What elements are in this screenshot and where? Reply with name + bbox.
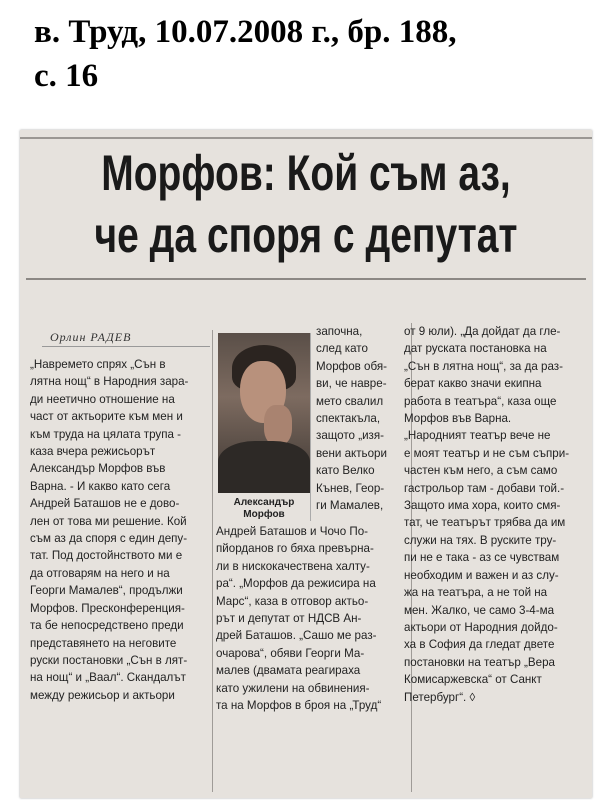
- article-text-line: Кънев, Геор-: [316, 481, 385, 495]
- article-text-line: да отговарям на него и на: [30, 566, 170, 580]
- article-text-line: като Велко: [316, 464, 375, 478]
- article-text-line: жа на театъра, а не той на: [404, 586, 548, 600]
- article-text-line: берат какво значи екипна: [404, 377, 542, 391]
- article-text-line: Морфов във Варна.: [404, 412, 512, 426]
- article-text-line: та бе непосредствено преди: [30, 619, 184, 633]
- article-text-line: на нощ“ и „Ваал“. Скандалът: [30, 671, 186, 685]
- article-text-line: е моят театър и не съм съпри-: [404, 446, 570, 460]
- article-text-line: започна,: [316, 325, 363, 338]
- article-text-line: ги Мамалев,: [316, 499, 384, 513]
- article-text-line: Андрей Баташов и Чочо По-: [216, 525, 369, 538]
- article-text-line: спектакъла,: [316, 412, 381, 426]
- author-photo: [218, 333, 310, 493]
- article-text-line: ха в София да гледат двете: [404, 638, 555, 652]
- column-divider-1: [212, 330, 213, 792]
- top-rule: [20, 137, 592, 139]
- article-text-line: част от актьорите към мен и: [30, 410, 183, 424]
- article-column-1: [30, 356, 210, 704]
- article-text-line: рът и депутат от НДСВ Ан-: [216, 612, 362, 626]
- article-text-line: постановки на театър „Вера: [404, 655, 555, 669]
- article-text-line: мен. Жалко, че само 3-4-ма: [404, 603, 555, 617]
- article-text-line: Комисаржевска“ от Санкт: [404, 673, 542, 687]
- article-text-line: „Народният театър вече не: [404, 429, 551, 443]
- photo-caption-line-1: Александър: [233, 497, 295, 508]
- article-text-line: дат руската постановка на: [404, 342, 547, 356]
- article-text-line: тат. Под достойнството ми е: [30, 549, 183, 563]
- article-text-line: от 9 юли). „Да дойдат да глe-: [404, 325, 561, 338]
- newspaper-clipping: [20, 130, 592, 798]
- article-text-line: очарова“, обяви Георги Ма-: [216, 646, 365, 660]
- article-text-line: пи не е така - аз се чувствам: [404, 551, 560, 565]
- article-text-line: към труда на цялата трупа -: [30, 427, 182, 441]
- article-text-line: руски постановки „Сън в лят-: [30, 653, 188, 667]
- article-column-3: [404, 323, 587, 706]
- article-text-line: „Навремето спрях „Сън в: [30, 358, 166, 371]
- article-text-line: Защото има хора, които смя-: [404, 499, 561, 513]
- byline-rule: [42, 346, 210, 347]
- article-text-line: „Сън в лятна нощ“, за да раз-: [404, 359, 563, 373]
- article-column-2-bottom: [216, 523, 409, 714]
- article-text-line: Марс“, каза в отговор актьо-: [216, 594, 369, 608]
- article-text-line: ли в нискокачествена халту-: [216, 559, 370, 573]
- article-text-line: вени актьори: [316, 446, 387, 460]
- article-column-2-top: [316, 323, 409, 514]
- article-text-line: работа в театъра“, каза още: [404, 394, 557, 408]
- citation-line-1: в. Труд, 10.07.2008 г., бр. 188,: [34, 14, 457, 50]
- article-text-line: лен от това ми решение. Кой: [30, 514, 187, 528]
- headline-rule: [26, 278, 586, 280]
- article-text-line: като ужилени на обвинения-: [216, 681, 370, 695]
- article-text-line: Петербург“. ◊: [404, 690, 476, 704]
- article-text-line: между режисьор и актьори: [30, 688, 175, 702]
- article-text-line: частен към него, а съм само: [404, 464, 558, 478]
- photo-caption: [218, 497, 310, 521]
- article-text-line: ви, че навре-: [316, 377, 387, 391]
- article-text-line: мето свалил: [316, 394, 384, 408]
- article-text-line: Морфов. Пресконференция-: [30, 601, 185, 615]
- article-text-line: актьори от Народния дойдо-: [404, 620, 558, 634]
- article-text-line: дрей Баташов. „Сашо ме раз-: [216, 629, 377, 643]
- article-text-line: Варна. - И какво като сега: [30, 479, 171, 493]
- photo-caption-line-2: Морфов: [243, 509, 285, 520]
- article-text-line: след като: [316, 342, 368, 356]
- article-text-line: защото „изя-: [316, 429, 385, 443]
- headline: [91, 142, 522, 266]
- article-text-line: малев (двамата реагираха: [216, 664, 361, 678]
- headline-line-2: че да споря с депутат: [94, 207, 518, 263]
- article-text-line: та на Морфов в броя на „Труд“: [216, 699, 382, 713]
- article-text-line: служи на тях. В руските тру-: [404, 533, 557, 547]
- citation-line-2: с. 16: [34, 58, 99, 94]
- article-text-line: Георги Мамалев“, продължи: [30, 584, 183, 598]
- article-text-line: пйорданов го бяха превърна-: [216, 542, 374, 556]
- article-text-line: гастрольор там - добави той.-: [404, 481, 565, 495]
- headline-line-1: Морфов: Кой съм аз,: [101, 145, 511, 201]
- article-text-line: Андрей Баташов не е дово-: [30, 497, 180, 511]
- citation: [34, 10, 594, 98]
- article-text-line: представянето на неговите: [30, 636, 177, 650]
- author-byline: Орлин РАДЕВ: [50, 330, 132, 344]
- article-text-line: ди неетично отношение на: [30, 392, 175, 406]
- article-text-line: Морфов обя-: [316, 359, 388, 373]
- article-text-line: Александър Морфов във: [30, 462, 166, 476]
- article-text-line: тат, че театърът трябва да им: [404, 516, 566, 530]
- article-text-line: каза вчера режисьорът: [30, 445, 156, 459]
- photo-box: [218, 333, 311, 521]
- article-text-line: лятна нощ“ в Народния зара-: [30, 375, 189, 389]
- article-text-line: съм аз да споря с един депу-: [30, 532, 188, 546]
- article-text-line: необходим и важен и аз слу-: [404, 568, 559, 582]
- article-text-line: ра“. „Морфов да режисира на: [216, 577, 376, 591]
